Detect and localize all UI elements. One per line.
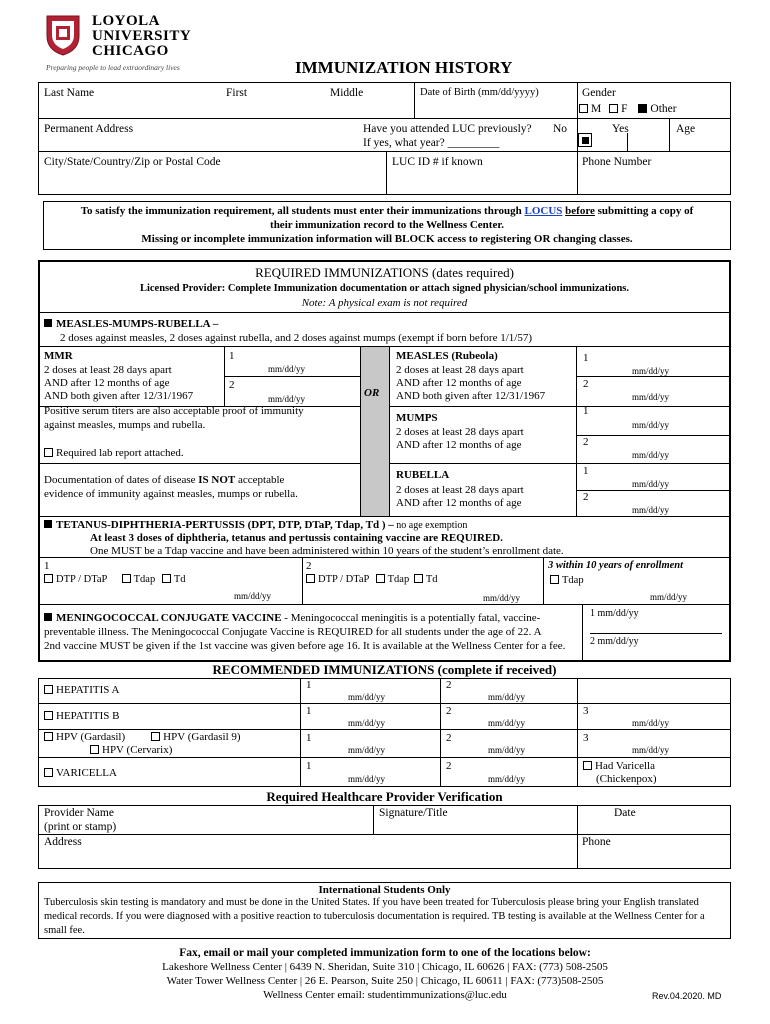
logo-line2: UNIVERSITY (92, 28, 192, 44)
tdap-dose3-type (550, 575, 584, 587)
measles-line3: AND both given after 12/31/1967 (396, 390, 546, 402)
mumps-dose1-num: 1 (583, 405, 589, 417)
dose3-tdap-label: Tdap (562, 575, 584, 586)
bullet-square-icon (44, 520, 52, 528)
footer-watertower: Water Tower Wellness Center | 26 E. Pearson, Suite 250 | Chicago, IL 60611 | FAX: (773)508-2505 (166, 975, 604, 987)
rubella-line2: AND after 12 months of age (396, 497, 522, 509)
gender-other-checkbox[interactable] (638, 104, 647, 113)
had-varicella-checkbox[interactable] (583, 761, 592, 770)
hepa-d2-num: 2 (446, 679, 452, 691)
last-name-label: Last Name (44, 87, 95, 99)
dose1-dtp-label: DTP / DTaP (56, 574, 107, 585)
gender-label: Gender (582, 87, 616, 99)
logo-tagline: Preparing people to lead extraordinary lives (46, 63, 180, 72)
measles-dose1-date: mm/dd/yy (632, 366, 670, 376)
bullet-square-icon (44, 319, 52, 327)
footer-lakeshore: Lakeshore Wellness Center | 6439 N. Sheridan, Suite 310 | Chicago, IL 60626 | FAX: (773) 508-2505 (162, 961, 608, 973)
intl-text: Tuberculosis skin testing is mandatory and must be done in the United States. If you have been treated for Tuberculosis please bring your English translated medical records. If you were diagnosed with a positive reaction to tuberculosis documentation is required. TB testing is available at the Wellness Center for a small fee. (44, 897, 705, 936)
mumps-label: MUMPS (396, 412, 438, 424)
provider-name-label: Provider Name (44, 807, 114, 819)
tdap-dose1-types (44, 574, 186, 586)
var-d1-num: 1 (306, 760, 312, 772)
hepa-row (44, 684, 119, 697)
dose1-td-checkbox[interactable] (162, 574, 171, 583)
mmr-heading-text: MEASLES-MUMPS-RUBELLA – (56, 318, 219, 330)
men-dose1: 1 mm/dd/yy (590, 608, 639, 619)
attended-no-checkbox[interactable] (578, 133, 592, 147)
lab-report-checkbox[interactable] (44, 448, 53, 457)
mumps-line2: AND after 12 months of age (396, 439, 522, 451)
hpv-gardasil9-checkbox[interactable] (151, 732, 160, 741)
hepa-d2-date: mm/dd/yy (488, 692, 526, 702)
intl-title: International Students Only (318, 884, 451, 896)
university-seal-icon (45, 14, 81, 56)
revision-label: Rev.04.2020. MD (652, 991, 722, 1001)
mmr-dose1-date: mm/dd/yy (268, 364, 306, 374)
tdap-heading-exemption: no age exemption (393, 520, 468, 531)
men-heading: MENINGOCOCCAL CONJUGATE VACCINE (56, 612, 282, 624)
age-label: Age (676, 123, 696, 135)
dose1-dtp-checkbox[interactable] (44, 574, 53, 583)
mmr-label: MMR (44, 350, 73, 362)
dose1-tdap-checkbox[interactable] (122, 574, 131, 583)
required-title: REQUIRED IMMUNIZATIONS (dates required) (255, 265, 514, 280)
hpv-row1 (44, 731, 241, 744)
notice-line3: Missing or incomplete immunization information will BLOCK access to registering OR changing classes. (141, 233, 633, 245)
or-label: OR (364, 387, 380, 399)
dose1-tdap-label: Tdap (133, 574, 156, 585)
hepb-d3-date: mm/dd/yy (632, 718, 670, 728)
hpv-d2-date: mm/dd/yy (488, 745, 526, 755)
measles-dose1-num: 1 (583, 352, 589, 364)
permanent-address-label: Permanent Address (44, 123, 134, 135)
notice-text-c: submitting a copy of (594, 205, 694, 217)
lab-report-label: Required lab report attached. (56, 447, 184, 459)
tdap-heading (44, 519, 467, 532)
notice-before: before (565, 205, 595, 217)
var-d2-date: mm/dd/yy (488, 774, 526, 784)
hpv-cervarix-label: HPV (Cervarix) (102, 744, 173, 756)
men-line3: 2nd vaccine MUST be given if the 1st vaccine was given before age 16. It is available at the Wellness Center for a fee. (44, 640, 566, 652)
licensed-provider-text: Licensed Provider: Complete Immunization documentation or attach signed physician/school immunizations. (139, 283, 630, 294)
tdap-dose2-date: mm/dd/yy (483, 593, 521, 603)
mumps-line1: 2 doses at least 28 days apart (396, 426, 524, 438)
mmr-heading (44, 318, 218, 331)
measles-line2: AND after 12 months of age (396, 377, 522, 389)
hepa-checkbox[interactable] (44, 685, 53, 694)
hpv-gardasil-checkbox[interactable] (44, 732, 53, 741)
page-title: IMMUNIZATION HISTORY (295, 58, 513, 77)
or-divider-shade (360, 347, 389, 516)
attended-yes-label: Yes (612, 123, 629, 135)
tdap-heading-text: TETANUS-DIPHTHERIA-PERTUSSIS (DPT, DTP, DTaP, Tdap, Td ) – (56, 519, 394, 531)
recommended-title: RECOMMENDED IMMUNIZATIONS (complete if received) (212, 662, 557, 677)
tdap-dose3-label: 3 within 10 years of enrollment (548, 560, 684, 571)
hepa-d1-date: mm/dd/yy (348, 692, 386, 702)
var-d2-num: 2 (446, 760, 452, 772)
doc-text-b: IS NOT (198, 474, 236, 486)
disease-doc-line1 (44, 474, 284, 487)
hpv-row2 (90, 744, 172, 757)
gender-m-checkbox[interactable] (579, 104, 588, 113)
varicella-checkbox[interactable] (44, 768, 53, 777)
hepb-d3-num: 3 (583, 705, 589, 717)
mmr-line5: against measles, mumps and rubella. (44, 419, 206, 431)
hepb-d1-date: mm/dd/yy (348, 718, 386, 728)
hepb-d2-num: 2 (446, 705, 452, 717)
provider-phone-label: Phone (582, 836, 611, 848)
disease-doc-line2: evidence of immunity against measles, mumps or rubella. (44, 488, 298, 500)
var-d1-date: mm/dd/yy (348, 774, 386, 784)
hpv-gardasil9-label: HPV (Gardasil 9) (163, 731, 241, 743)
hepa-label: HEPATITIS A (56, 684, 120, 696)
notice-line1 (43, 205, 731, 218)
hepa-d1-num: 1 (306, 679, 312, 691)
hpv-d1-date: mm/dd/yy (348, 745, 386, 755)
logo-line3: CHICAGO (92, 43, 169, 59)
mumps-dose1-date: mm/dd/yy (632, 420, 670, 430)
bullet-square-icon (44, 613, 52, 621)
dose2-td-label: Td (425, 574, 438, 585)
tdap-line2: One MUST be a Tdap vaccine and have been administered within 10 years of the student’s enrollment date. (90, 545, 564, 557)
mmr-dose2-num: 2 (229, 379, 235, 391)
attended-no-label: No (553, 123, 568, 135)
tdap-line1: At least 3 doses of diphtheria, tetanus and pertussis containing vaccine are REQUIRED. (90, 532, 503, 544)
measles-label: MEASLES (Rubeola) (396, 350, 498, 362)
had-varicella-label: Had Varicella (595, 760, 655, 772)
provider-date-label: Date (614, 807, 636, 819)
gender-f-label: F (621, 103, 628, 115)
dose2-tdap-checkbox[interactable] (376, 574, 385, 583)
provider-address-label: Address (44, 836, 82, 848)
gender-other-label: Other (650, 103, 677, 115)
notice-line2: their immunization record to the Wellness Center. (270, 219, 504, 231)
tdap-dose1-date: mm/dd/yy (234, 591, 272, 601)
hepb-label: HEPATITIS B (56, 710, 120, 722)
hpv-d3-date: mm/dd/yy (632, 745, 670, 755)
mmr-dose1-num: 1 (229, 350, 235, 362)
luc-id-label: LUC ID # if known (392, 156, 483, 168)
men-text1: - Meningococcal meningitis is a potentially fatal, vaccine- (281, 612, 541, 624)
city-label: City/State/Country/Zip or Postal Code (44, 156, 221, 168)
attended-label: Have you attended LUC previously? (363, 123, 532, 135)
footer-fax: Fax, email or mail your completed immunization form to one of the locations below: (179, 947, 591, 959)
doc-text-c: acceptable (235, 474, 285, 486)
mmr-dose2-date: mm/dd/yy (268, 394, 306, 404)
footer-email: Wellness Center email: studentimmunizations@luc.edu (263, 989, 507, 1001)
dose2-dtp-checkbox[interactable] (306, 574, 315, 583)
mumps-dose2-date: mm/dd/yy (632, 450, 670, 460)
doc-text-a: Documentation of dates of disease (44, 474, 199, 486)
dose1-td-label: Td (173, 574, 186, 585)
tdap-dose3-date: mm/dd/yy (650, 592, 688, 602)
hpv-d3-num: 3 (583, 732, 589, 744)
first-name-label: First (226, 87, 248, 99)
hepb-checkbox[interactable] (44, 711, 53, 720)
had-varicella-sub: (Chickenpox) (596, 773, 657, 785)
mumps-dose2-num: 2 (583, 436, 589, 448)
mmr-subtext: 2 doses against measles, 2 doses against rubella, and 2 doses against mumps (exempt if born before 1/1/57) (60, 332, 532, 344)
varicella-label: VARICELLA (56, 767, 117, 779)
phone-number-label: Phone Number (582, 156, 652, 168)
hpv-gardasil-label: HPV (Gardasil) (56, 731, 126, 743)
tdap-dose2-num: 2 (306, 560, 312, 572)
provider-title: Required Healthcare Provider Verification (266, 789, 503, 804)
hpv-d1-num: 1 (306, 732, 312, 744)
measles-dose2-date: mm/dd/yy (632, 392, 670, 402)
mmr-line1: 2 doses at least 28 days apart (44, 364, 172, 376)
dob-label: Date of Birth (mm/dd/yyyy) (420, 87, 539, 98)
provider-print-label: (print or stamp) (44, 821, 117, 833)
tdap-dose2-types (306, 574, 438, 586)
varicella-row (44, 767, 117, 780)
rubella-dose2-num: 2 (583, 491, 589, 503)
what-year-label: If yes, what year? _________ (363, 137, 500, 149)
rubella-dose1-date: mm/dd/yy (632, 479, 670, 489)
hpv-cervarix-checkbox[interactable] (90, 745, 99, 754)
rubella-label: RUBELLA (396, 469, 450, 481)
measles-line1: 2 doses at least 28 days apart (396, 364, 524, 376)
dose2-dtp-label: DTP / DTaP (318, 574, 369, 585)
mmr-line2: AND after 12 months of age (44, 377, 170, 389)
signature-label: Signature/Title (379, 807, 448, 819)
locus-link[interactable]: LOCUS (524, 205, 563, 217)
men-line2: preventable illness. The Meningococcal Conjugate Vaccine is REQUIRED for all students under the age of 22. A (44, 626, 542, 638)
men-dose2: 2 mm/dd/yy (590, 636, 639, 647)
hepb-d1-num: 1 (306, 705, 312, 717)
mmr-line3: AND both given after 12/31/1967 (44, 390, 194, 402)
had-varicella (583, 760, 655, 773)
hepb-row (44, 710, 119, 723)
men-line1 (44, 612, 540, 625)
notice-text-a: To satisfy the immunization requirement, all students must enter their immunizations through (80, 205, 525, 217)
physical-exam-note: Note: A physical exam is not required (301, 297, 468, 309)
gender-m-label: M (591, 103, 602, 115)
tdap-dose1-num: 1 (44, 560, 50, 572)
hpv-d2-num: 2 (446, 732, 452, 744)
mmr-line4: Positive serum titers are also acceptable proof of immunity (44, 405, 304, 417)
rubella-dose2-date: mm/dd/yy (632, 505, 670, 515)
gender-options (579, 103, 677, 116)
rubella-line1: 2 doses at least 28 days apart (396, 484, 524, 496)
middle-name-label: Middle (330, 87, 364, 99)
gender-f-checkbox[interactable] (609, 104, 618, 113)
logo-line1: LOYOLA (92, 13, 161, 29)
hepb-d2-date: mm/dd/yy (488, 718, 526, 728)
rubella-dose1-num: 1 (583, 465, 589, 477)
dose2-tdap-label: Tdap (387, 574, 410, 585)
lab-report (44, 447, 184, 460)
dose3-tdap-checkbox[interactable] (550, 575, 559, 584)
measles-dose2-num: 2 (583, 378, 589, 390)
dose2-td-checkbox[interactable] (414, 574, 423, 583)
